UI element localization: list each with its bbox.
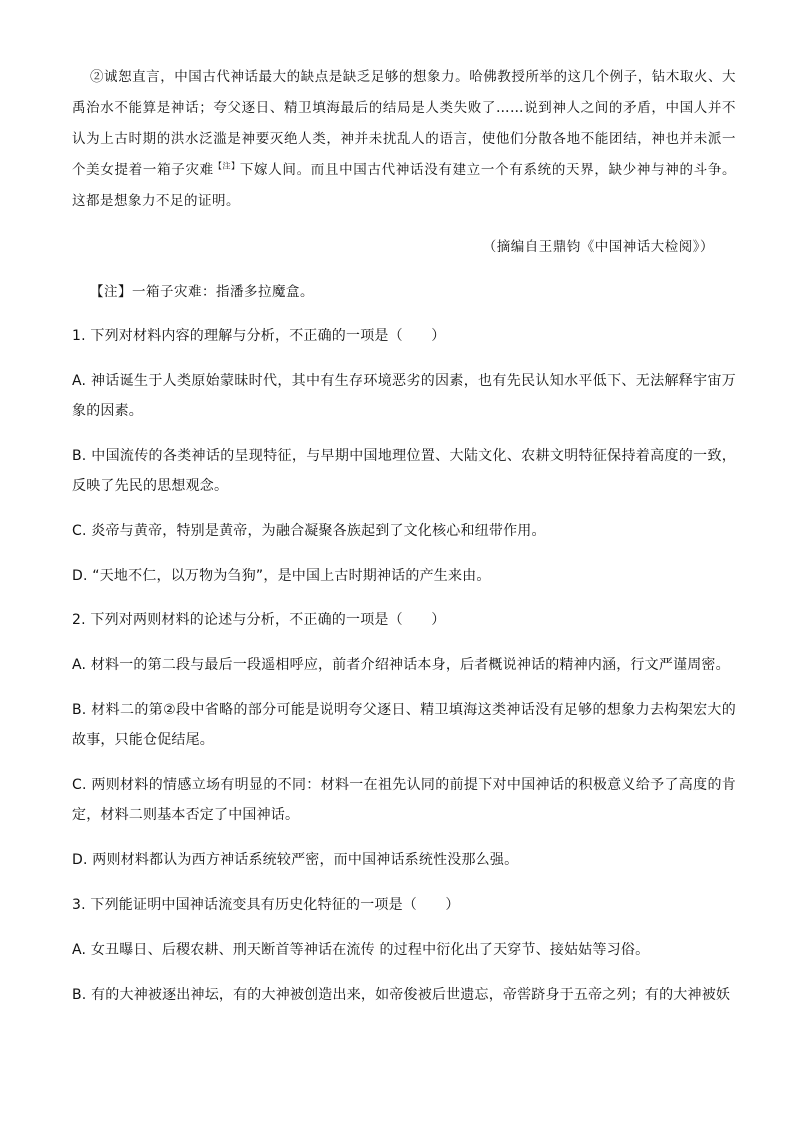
question-2-option-a: A. 材料一的第二段与最后一段遥相呼应，前者介绍神话本身，后者概说神话的精神内涵，行文严谨周密。 [72, 657, 730, 673]
question-1-option-c: C. 炎帝与黄帝，特别是黄帝，为融合凝聚各族起到了文化核心和纽带作用。 [72, 523, 546, 539]
question-1-stem: 1. 下列对材料内容的理解与分析，不正确的一项是（ ） [72, 328, 446, 344]
question-2-option-d: D. 两则材料都认为西方神话系统较严密，而中国神话系统性没那么强。 [72, 852, 519, 868]
question-2-option-b: B. 材料二的第②段中省略的部分可能是说明夸父逐日、精卫填海这类神话没有足够的想象力去构架宏大的故事，只能仓促结尾。 [72, 702, 736, 748]
passage-note: 【注】一箱子灾难：指潘多拉魔盒。 [90, 284, 314, 300]
question-1-option-b: B. 中国流传的各类神话的呈现特征，与早期中国地理位置、大陆文化、农耕文明特征保持着高度的一致，反映了先民的思想观念。 [72, 448, 736, 494]
question-2-stem: 2. 下列对两则材料的论述与分析，不正确的一项是（ ） [72, 612, 446, 628]
question-1-option-a: A. 神话诞生于人类原始蒙昧时代，其中有生存环境恶劣的因素，也有先民认知水平低下、无法解释宇宙万象的因素。 [72, 373, 736, 419]
question-1-option-d: D. “天地不仁，以万物为刍狗”，是中国上古时期神话的产生来由。 [72, 568, 491, 584]
note-mark: 【注】 [213, 161, 240, 171]
passage-source: （摘编自王鼎钧《中国神话大检阅》） [482, 239, 714, 255]
passage-paragraph-2 [72, 62, 736, 217]
question-2-option-c: C. 两则材料的情感立场有明显的不同：材料一在祖先认同的前提下对中国神话的积极意义给予了高度的肯定，材料二则基本否定了中国神话。 [72, 777, 736, 823]
paragraph-start: ②诚恕直言，中国古代神话最大的缺点是缺乏足够的想象力。哈佛教授所举的这几个例子，钻木取火、大禹治水不能算是神话；夸父逐日、精卫填海最后的结局是人类失败了……说到神人之间的矛盾，中国人并不认为上古时期的洪水泛滥是神要灭绝人类，神并未扰乱人的语言，使他们分散各地不能团结，神也并未派一个美女提着一箱子灾难 [72, 69, 736, 178]
question-3-option-b: B. 有的大神被逐出神坛，有的大神被创造出来，如帝俊被后世遗忘，帝喾跻身于五帝之列；有的大神被妖 [72, 987, 731, 1003]
paragraph-end: 下嫁人间。而且中国古代神话没有建立一个有系统的天界，缺少神与神的斗争。这都是想象力不足的证明。 [72, 162, 737, 209]
question-3-option-a: A. 女丑曝日、后稷农耕、刑天断首等神话在流传 的过程中衍化出了天穿节、接姑姑等习俗。 [72, 942, 650, 958]
question-3-stem: 3. 下列能证明中国神话流变具有历史化特征的一项是（ ） [72, 897, 460, 913]
